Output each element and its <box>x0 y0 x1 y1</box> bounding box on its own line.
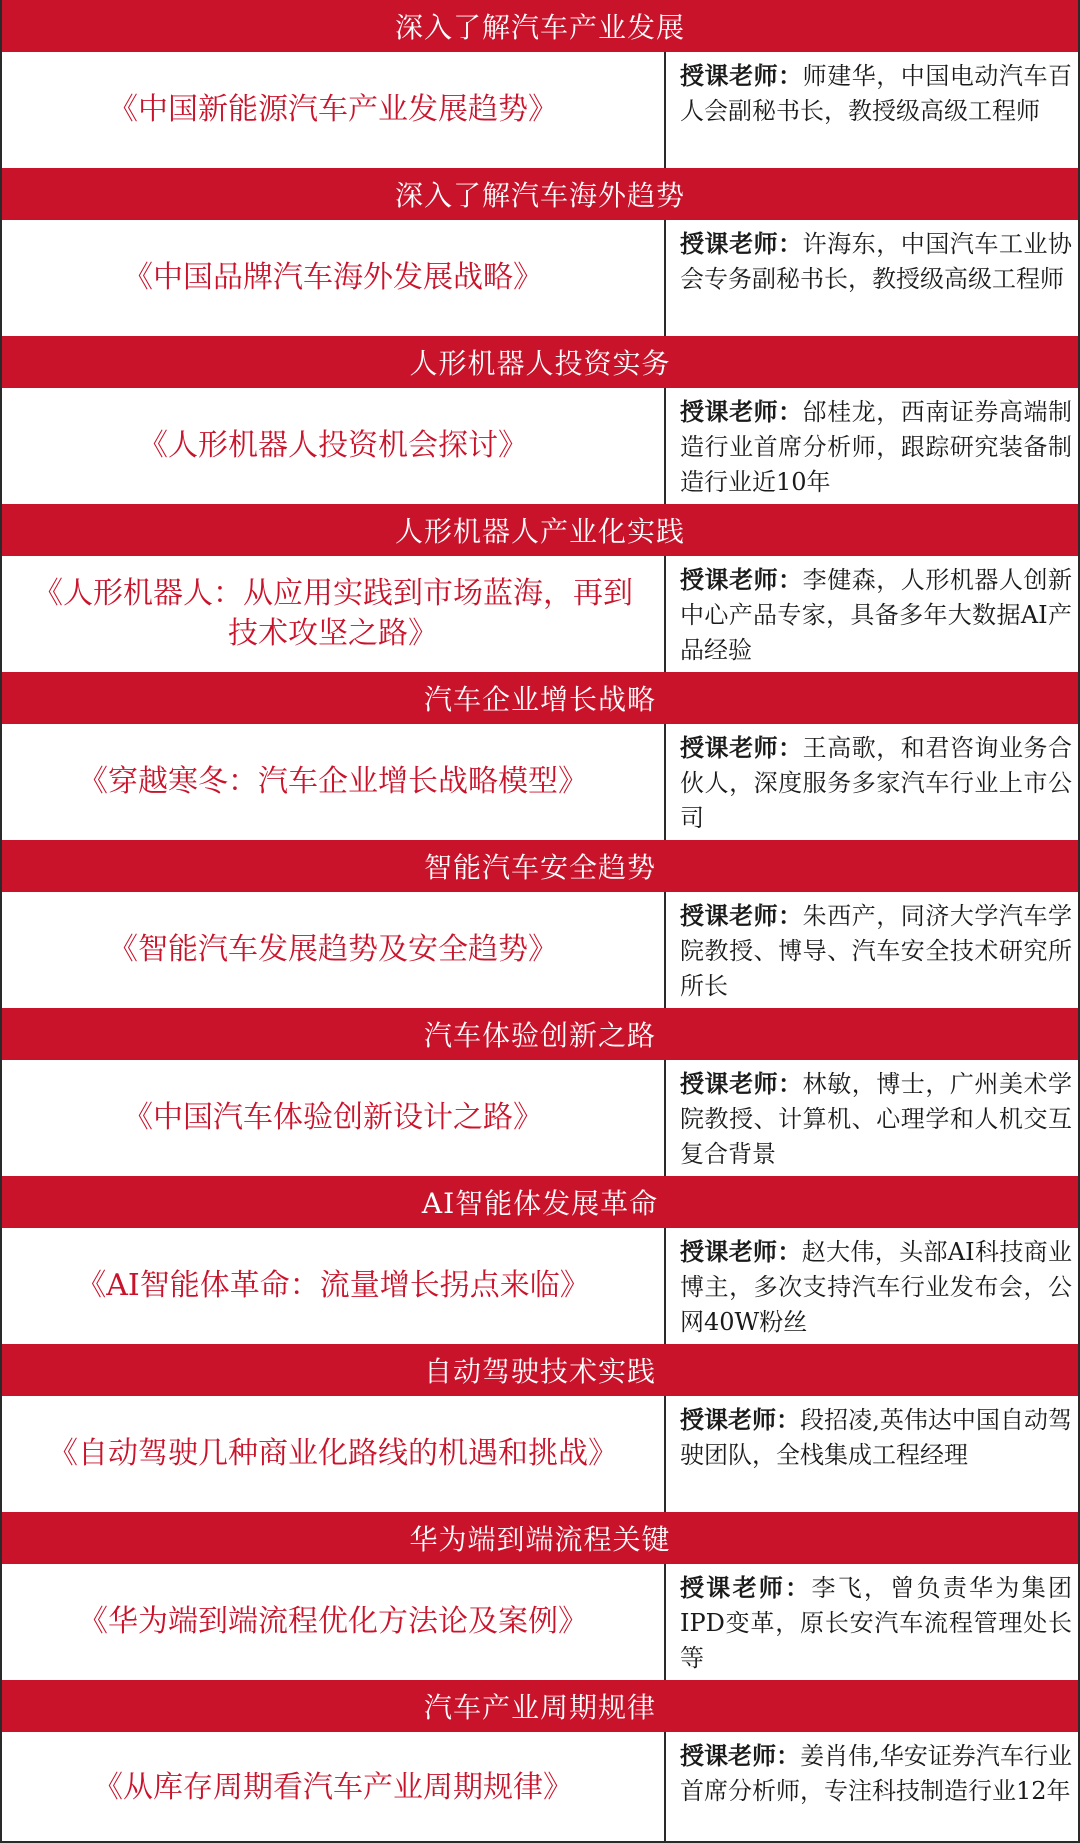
teacher-label: 授课老师： <box>680 1741 801 1770</box>
section-title: 自动驾驶技术实践 <box>423 1355 656 1388</box>
teacher-info <box>666 724 1080 840</box>
session-row <box>0 1732 1080 1843</box>
teacher-info <box>666 1564 1080 1680</box>
section-title: 深入了解汽车海外趋势 <box>394 179 685 212</box>
section-title: 汽车体验创新之路 <box>423 1019 656 1052</box>
teacher-label: 授课老师： <box>680 1573 812 1602</box>
course-title <box>2 556 666 672</box>
course-title <box>2 1564 666 1680</box>
teacher-info <box>666 1396 1080 1512</box>
course-title-text: 《中国新能源汽车产业发展趋势》 <box>108 92 558 127</box>
teacher-label: 授课老师： <box>680 229 803 258</box>
session-row <box>0 52 1080 168</box>
teacher-description: 许海东，中国汽车工业协会专务副秘书长，教授级高级工程师 <box>680 230 1073 293</box>
section-header <box>0 840 1080 892</box>
section-header <box>0 504 1080 556</box>
section-title: 深入了解汽车产业发展 <box>394 11 685 44</box>
section-title: 汽车产业周期规律 <box>423 1691 656 1724</box>
teacher-label: 授课老师： <box>680 901 803 930</box>
section-header <box>0 168 1080 220</box>
section-header <box>0 336 1080 388</box>
teacher-description: 邰桂龙，西南证券高端制造行业首席分析师，跟踪研究装备制造行业近10年 <box>680 398 1073 496</box>
teacher-info <box>666 892 1080 1008</box>
section-header <box>0 1512 1080 1564</box>
teacher-label: 授课老师： <box>680 1405 801 1434</box>
course-title-text: 《人形机器人：从应用实践到市场蓝海，再到技术攻坚之路》 <box>33 576 633 651</box>
teacher-info <box>666 52 1080 168</box>
teacher-info <box>666 1732 1080 1843</box>
course-title-text: 《中国汽车体验创新设计之路》 <box>123 1100 543 1135</box>
teacher-description: 李健森，人形机器人创新中心产品专家，具备多年大数据AI产品经验 <box>680 566 1073 664</box>
course-title <box>2 1732 666 1843</box>
course-title-text: 《智能汽车发展趋势及安全趋势》 <box>108 932 558 967</box>
course-title <box>2 388 666 504</box>
session-row <box>0 388 1080 504</box>
course-title-text: 《穿越寒冬：汽车企业增长战略模型》 <box>78 764 588 799</box>
section-header <box>0 672 1080 724</box>
teacher-info <box>666 1060 1080 1176</box>
teacher-description: 朱西产，同济大学汽车学院教授、博导、汽车安全技术研究所所长 <box>680 902 1073 1000</box>
section-header <box>0 1008 1080 1060</box>
session-row <box>0 220 1080 336</box>
section-title: 华为端到端流程关键 <box>409 1523 671 1556</box>
teacher-label: 授课老师： <box>680 397 803 426</box>
course-title <box>2 1396 666 1512</box>
teacher-description: 姜肖伟,华安证券汽车行业首席分析师，专注科技制造行业12年 <box>680 1742 1073 1805</box>
course-title-text: 《自动驾驶几种商业化路线的机遇和挑战》 <box>48 1436 618 1471</box>
section-header <box>0 1176 1080 1228</box>
section-title: 智能汽车安全趋势 <box>423 851 656 884</box>
course-title-text: 《中国品牌汽车海外发展战略》 <box>123 260 543 295</box>
teacher-description: 师建华，中国电动汽车百人会副秘书长，教授级高级工程师 <box>680 62 1073 125</box>
teacher-label: 授课老师： <box>680 1069 803 1098</box>
teacher-label: 授课老师： <box>680 61 803 90</box>
session-row <box>0 1564 1080 1680</box>
session-row <box>0 892 1080 1008</box>
section-title: 人形机器人产业化实践 <box>394 515 685 548</box>
session-row <box>0 556 1080 672</box>
course-title-text: 《人形机器人投资机会探讨》 <box>138 428 528 463</box>
course-title-text: 《华为端到端流程优化方法论及案例》 <box>78 1604 588 1639</box>
section-title: 人形机器人投资实务 <box>409 347 671 380</box>
session-row <box>0 1060 1080 1176</box>
course-title <box>2 52 666 168</box>
teacher-label: 授课老师： <box>680 733 803 762</box>
section-title: AI智能体发展革命 <box>421 1187 659 1220</box>
teacher-description: 王高歌，和君咨询业务合伙人，深度服务多家汽车行业上市公司 <box>680 734 1073 832</box>
session-row <box>0 1228 1080 1344</box>
teacher-description: 林敏，博士，广州美术学院教授、计算机、心理学和人机交互复合背景 <box>680 1070 1073 1168</box>
session-row <box>0 1396 1080 1512</box>
section-header <box>0 1680 1080 1732</box>
course-title <box>2 1228 666 1344</box>
teacher-label: 授课老师： <box>680 565 803 594</box>
teacher-label: 授课老师： <box>680 1237 802 1266</box>
course-title <box>2 1060 666 1176</box>
teacher-info <box>666 388 1080 504</box>
course-title <box>2 220 666 336</box>
teacher-info <box>666 556 1080 672</box>
teacher-description: 段招凌,英伟达中国自动驾驶团队，全栈集成工程经理 <box>680 1406 1073 1469</box>
section-title: 汽车企业增长战略 <box>423 683 656 716</box>
session-row <box>0 724 1080 840</box>
section-header <box>0 1344 1080 1396</box>
course-title <box>2 892 666 1008</box>
course-title-text: 《从库存周期看汽车产业周期规律》 <box>93 1769 573 1805</box>
course-title <box>2 724 666 840</box>
teacher-info <box>666 220 1080 336</box>
teacher-description: 赵大伟，头部AI科技商业博主，多次支持汽车行业发布会，公网40W粉丝 <box>680 1238 1073 1336</box>
teacher-info <box>666 1228 1080 1344</box>
section-header <box>0 0 1080 52</box>
course-title-text: 《AI智能体革命：流量增长拐点来临》 <box>76 1268 590 1303</box>
teacher-description: 李飞，曾负责华为集团IPD变革，原长安汽车流程管理处长等 <box>680 1574 1073 1672</box>
